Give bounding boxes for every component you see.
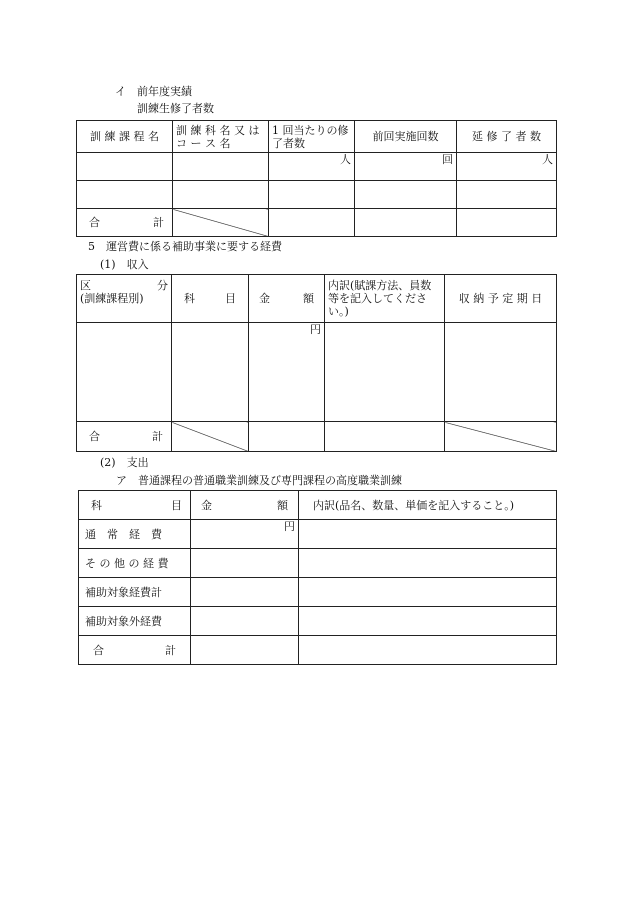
graduates-table — [76, 120, 557, 237]
total-label-b: 計 — [153, 216, 164, 229]
header-total-graduates: 延 修 了 者 数 — [457, 121, 557, 153]
header-category-a: 区 — [80, 279, 91, 292]
header-course-name: 訓 練 課 程 名 — [77, 121, 173, 153]
row-label-other: そ の 他 の 経 費 — [79, 549, 191, 578]
unit-yen: 円 — [249, 323, 325, 422]
header-amount-b: 額 — [277, 498, 288, 512]
section-heading-5: 5 運営費に係る補助事業に要する経費 — [88, 240, 282, 253]
expense-table — [78, 490, 557, 665]
total-label — [77, 209, 173, 237]
header-due-date: 収 納 予 定 期 日 — [445, 275, 557, 323]
diagonal-cell — [173, 209, 269, 237]
cell — [269, 209, 355, 237]
diagonal-cell — [172, 422, 249, 452]
header-amount — [249, 275, 325, 323]
header-item — [172, 275, 249, 323]
cell — [191, 607, 299, 636]
header-item-b: 目 — [225, 292, 236, 305]
unit-people-total: 人 — [457, 153, 557, 181]
cell — [191, 578, 299, 607]
cell — [269, 181, 355, 209]
section-heading-a: ア 普通課程の普通職業訓練及び専門課程の高度職業訓練 — [116, 474, 402, 487]
header-amount-a: 金 — [259, 292, 270, 305]
cell — [77, 181, 173, 209]
cell — [299, 578, 557, 607]
cell — [191, 549, 299, 578]
unit-people: 人 — [269, 153, 355, 181]
cell — [173, 181, 269, 209]
section-heading-i: イ 前年度実績 — [115, 85, 192, 98]
unit-times: 回 — [355, 153, 457, 181]
header-item-a: 科 — [184, 292, 195, 305]
total-label — [77, 422, 172, 452]
header-item — [79, 491, 191, 520]
header-breakdown: 内訳(品名、数量、単価を記入すること。) — [299, 491, 557, 520]
row-label-non-subsidized: 補助対象外経費 — [79, 607, 191, 636]
cell — [457, 209, 557, 237]
total-label-a: 合 — [93, 643, 104, 657]
total-label-b: 計 — [165, 643, 176, 657]
cell — [299, 607, 557, 636]
cell — [355, 181, 457, 209]
total-label-a: 合 — [89, 430, 100, 443]
header-category-sub: (訓練課程別) — [80, 292, 144, 305]
total-label-a: 合 — [89, 216, 100, 229]
header-item-a: 科 — [91, 498, 102, 512]
cell — [325, 323, 445, 422]
cell — [355, 209, 457, 237]
cell — [299, 549, 557, 578]
header-category-b: 分 — [157, 279, 168, 292]
cell — [325, 422, 445, 452]
row-label-regular: 通 常 経 費 — [79, 520, 191, 549]
cell — [299, 520, 557, 549]
header-per-session: 1 回当たりの修了者数 — [269, 121, 355, 153]
unit-yen: 円 — [191, 520, 299, 549]
income-table — [76, 274, 557, 452]
cell — [173, 153, 269, 181]
section-heading-expense: (2) 支出 — [100, 456, 149, 469]
header-subject-name: 訓 練 科 名 又 は コ ー ス 名 — [173, 121, 269, 153]
header-breakdown: 内訳(賦課方法、員数等を記入してください。) — [325, 275, 445, 323]
row-label-subsidized: 補助対象経費計 — [79, 578, 191, 607]
cell — [299, 636, 557, 665]
cell — [445, 323, 557, 422]
cell — [172, 323, 249, 422]
cell — [191, 636, 299, 665]
cell — [77, 323, 172, 422]
header-amount-b: 額 — [303, 292, 314, 305]
header-amount-a: 金 — [201, 498, 212, 512]
cell — [249, 422, 325, 452]
diagonal-cell — [445, 422, 557, 452]
cell — [77, 153, 173, 181]
cell — [457, 181, 557, 209]
header-amount — [191, 491, 299, 520]
header-previous-count: 前回実施回数 — [355, 121, 457, 153]
header-item-b: 目 — [171, 498, 182, 512]
section-heading-income: (1) 収入 — [100, 258, 149, 271]
header-category — [77, 275, 172, 323]
total-label-b: 計 — [152, 430, 163, 443]
total-label — [79, 636, 191, 665]
subheading-graduates: 訓練生修了者数 — [137, 102, 214, 115]
